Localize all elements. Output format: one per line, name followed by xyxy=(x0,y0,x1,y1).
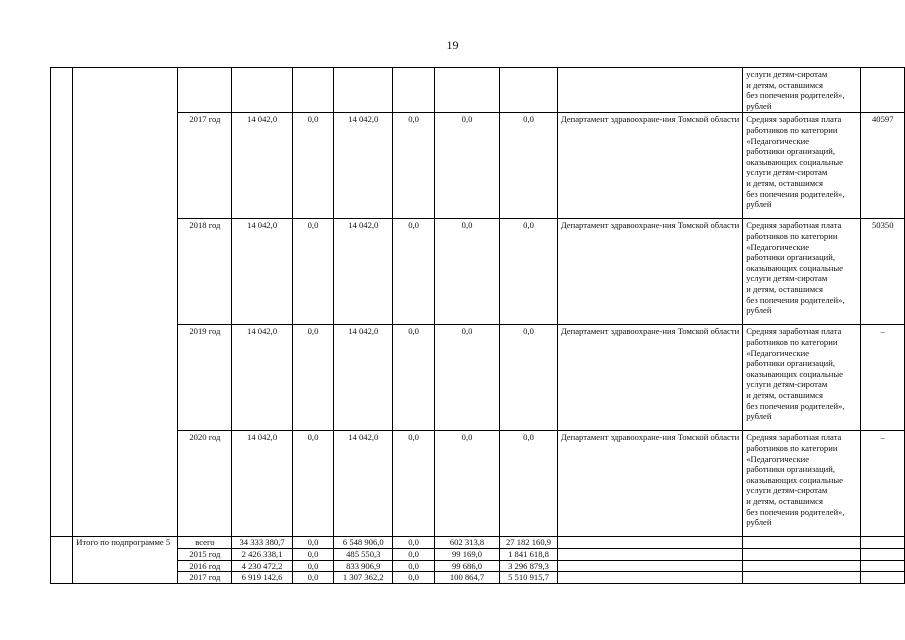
empty-cell xyxy=(861,537,905,549)
indicator-line: услуги детям-сиротам xyxy=(746,379,828,390)
indicator-line: Средняя заработная плата xyxy=(746,114,842,125)
value-cell: 0,0 xyxy=(500,325,558,431)
indicator-line: услуги детям-сиротам xyxy=(746,273,828,284)
empty-cell xyxy=(334,68,393,113)
page-number: 19 xyxy=(446,38,459,52)
empty-cell xyxy=(557,548,742,560)
indicator-line: и детям, оставшимся xyxy=(746,495,823,506)
empty-cell xyxy=(743,560,861,572)
value-cell: 2 426 338,1 xyxy=(232,548,292,560)
value-cell: 0,0 xyxy=(393,560,435,572)
value-cell: 27 182 160,9 xyxy=(500,537,558,549)
empty-cell xyxy=(861,68,905,113)
year-cell: всего xyxy=(178,537,232,549)
indicator-line: работники организаций, xyxy=(746,358,836,369)
indicator-cell xyxy=(743,113,861,219)
value-cell: 6 548 906,0 xyxy=(334,537,393,549)
empty-cell xyxy=(861,560,905,572)
value-cell: 1 307 362,2 xyxy=(334,572,393,584)
indicator-value-cell: 40597 xyxy=(861,113,905,219)
summary-row xyxy=(51,548,905,560)
indicator-line: «Педагогические xyxy=(746,453,810,464)
indicator-line: услуги детям-сиротам xyxy=(746,485,828,496)
year-cell: 2016 год xyxy=(178,560,232,572)
indicator-line: и детям, оставшимся xyxy=(746,389,823,400)
empty-cell xyxy=(434,68,499,113)
indicator-line: услуги детям-сиротам xyxy=(746,167,828,178)
indicator-line: и детям, оставшимся xyxy=(746,283,823,294)
value-cell: 0,0 xyxy=(434,431,499,537)
indicator-line: Средняя заработная плата xyxy=(746,220,842,231)
indicator-line: работников по категории xyxy=(746,336,838,347)
value-cell: 0,0 xyxy=(434,219,499,325)
department-cell: Департамент здравоохране-ния Томской области xyxy=(557,431,742,537)
value-cell: 0,0 xyxy=(393,325,435,431)
value-cell: 0,0 xyxy=(393,537,435,549)
value-cell: 14 042,0 xyxy=(232,113,292,219)
indicator-line: работники организаций, xyxy=(746,146,836,157)
indicator-line: рублей xyxy=(746,305,772,316)
indicator-line: услуги детям-сиротам xyxy=(746,69,828,79)
summary-label: Итого по подпрограмме 5 xyxy=(73,537,178,583)
indicator-line: оказывающих социальные xyxy=(746,156,843,167)
value-cell: 34 333 380,7 xyxy=(232,537,292,549)
empty-cell xyxy=(861,572,905,584)
indicator-cell xyxy=(743,431,861,537)
empty-cell xyxy=(557,537,742,549)
value-cell: 0,0 xyxy=(292,325,334,431)
year-cell: 2019 год xyxy=(178,325,232,431)
value-cell: 3 296 879,3 xyxy=(500,560,558,572)
summary-row xyxy=(51,560,905,572)
department-cell: Департамент здравоохране-ния Томской области xyxy=(557,113,742,219)
value-cell: 0,0 xyxy=(434,325,499,431)
value-cell: 100 864,7 xyxy=(434,572,499,584)
indicator-line: рублей xyxy=(746,517,772,528)
value-cell: 14 042,0 xyxy=(232,219,292,325)
value-cell: 4 230 472,2 xyxy=(232,560,292,572)
indicator-line: работников по категории xyxy=(746,230,838,241)
empty-cell xyxy=(51,537,73,583)
year-cell: 2015 год xyxy=(178,548,232,560)
year-cell: 2020 год xyxy=(178,431,232,537)
empty-cell xyxy=(73,68,178,537)
indicator-line: без попечения родителей», xyxy=(746,400,845,411)
empty-cell xyxy=(743,537,861,549)
value-cell: 833 906,9 xyxy=(334,560,393,572)
value-cell: 1 841 618,8 xyxy=(500,548,558,560)
empty-cell xyxy=(557,68,742,113)
year-cell: 2018 год xyxy=(178,219,232,325)
indicator-line: без попечения родителей», xyxy=(746,506,845,517)
value-cell: 6 919 142,6 xyxy=(232,572,292,584)
indicator-line: рублей xyxy=(746,411,772,422)
indicator-line: и детям, оставшимся xyxy=(746,177,823,188)
value-cell: 14 042,0 xyxy=(334,325,393,431)
value-cell: 0,0 xyxy=(292,572,334,584)
indicator-line: работники организаций, xyxy=(746,252,836,263)
value-cell: 0,0 xyxy=(500,219,558,325)
empty-cell xyxy=(500,68,558,113)
empty-cell xyxy=(51,68,73,537)
program-funding-table xyxy=(50,67,905,584)
indicator-line: оказывающих социальные xyxy=(746,474,843,485)
value-cell: 0,0 xyxy=(292,548,334,560)
indicator-line: без попечения родителей», xyxy=(746,294,845,305)
table-row xyxy=(51,325,905,431)
empty-cell xyxy=(743,572,861,584)
value-cell: 99 169,0 xyxy=(434,548,499,560)
indicator-line: работников по категории xyxy=(746,442,838,453)
indicator-line: Средняя заработная плата xyxy=(746,326,842,337)
indicator-line: и детям, оставшимся xyxy=(746,79,823,90)
value-cell: 0,0 xyxy=(292,537,334,549)
value-cell: 14 042,0 xyxy=(232,325,292,431)
value-cell: 14 042,0 xyxy=(232,431,292,537)
value-cell: 0,0 xyxy=(500,431,558,537)
value-cell: 0,0 xyxy=(434,113,499,219)
indicator-line: рублей xyxy=(746,100,772,111)
value-cell: 14 042,0 xyxy=(334,431,393,537)
value-cell: 0,0 xyxy=(292,431,334,537)
indicator-line: рублей xyxy=(746,199,772,210)
empty-cell xyxy=(557,572,742,584)
value-cell: 0,0 xyxy=(393,548,435,560)
indicator-cell xyxy=(743,219,861,325)
continuation-row xyxy=(51,68,905,113)
value-cell: 99 686,0 xyxy=(434,560,499,572)
indicator-value-cell: – xyxy=(861,325,905,431)
value-cell: 14 042,0 xyxy=(334,113,393,219)
value-cell: 602 313,8 xyxy=(434,537,499,549)
summary-row xyxy=(51,537,905,549)
empty-cell xyxy=(178,68,232,113)
indicator-cell xyxy=(743,68,861,113)
value-cell: 0,0 xyxy=(393,113,435,219)
value-cell: 0,0 xyxy=(393,572,435,584)
indicator-line: работников по категории xyxy=(746,124,838,135)
value-cell: 0,0 xyxy=(393,219,435,325)
table-row xyxy=(51,219,905,325)
value-cell: 0,0 xyxy=(500,113,558,219)
indicator-cell xyxy=(743,325,861,431)
year-cell: 2017 год xyxy=(178,113,232,219)
indicator-value-cell: 50350 xyxy=(861,219,905,325)
indicator-value-cell: – xyxy=(861,431,905,537)
empty-cell xyxy=(393,68,435,113)
indicator-line: «Педагогические xyxy=(746,347,810,358)
indicator-line: оказывающих социальные xyxy=(746,368,843,379)
value-cell: 0,0 xyxy=(292,219,334,325)
indicator-line: без попечения родителей», xyxy=(746,188,845,199)
indicator-line: работники организаций, xyxy=(746,464,836,475)
year-cell: 2017 год xyxy=(178,572,232,584)
value-cell: 485 550,3 xyxy=(334,548,393,560)
value-cell: 14 042,0 xyxy=(334,219,393,325)
indicator-line: оказывающих социальные xyxy=(746,262,843,273)
department-cell: Департамент здравоохране-ния Томской области xyxy=(557,219,742,325)
table-row xyxy=(51,113,905,219)
indicator-line: без попечения родителей», xyxy=(746,90,845,101)
empty-cell xyxy=(743,548,861,560)
indicator-line: Средняя заработная плата xyxy=(746,432,842,443)
indicator-line: «Педагогические xyxy=(746,241,810,252)
value-cell: 0,0 xyxy=(393,431,435,537)
table-row xyxy=(51,431,905,537)
empty-cell xyxy=(292,68,334,113)
value-cell: 5 510 915,7 xyxy=(500,572,558,584)
summary-row xyxy=(51,572,905,584)
empty-cell xyxy=(557,560,742,572)
indicator-line: «Педагогические xyxy=(746,135,810,146)
empty-cell xyxy=(861,548,905,560)
empty-cell xyxy=(232,68,292,113)
value-cell: 0,0 xyxy=(292,113,334,219)
value-cell: 0,0 xyxy=(292,560,334,572)
department-cell: Департамент здравоохране-ния Томской области xyxy=(557,325,742,431)
